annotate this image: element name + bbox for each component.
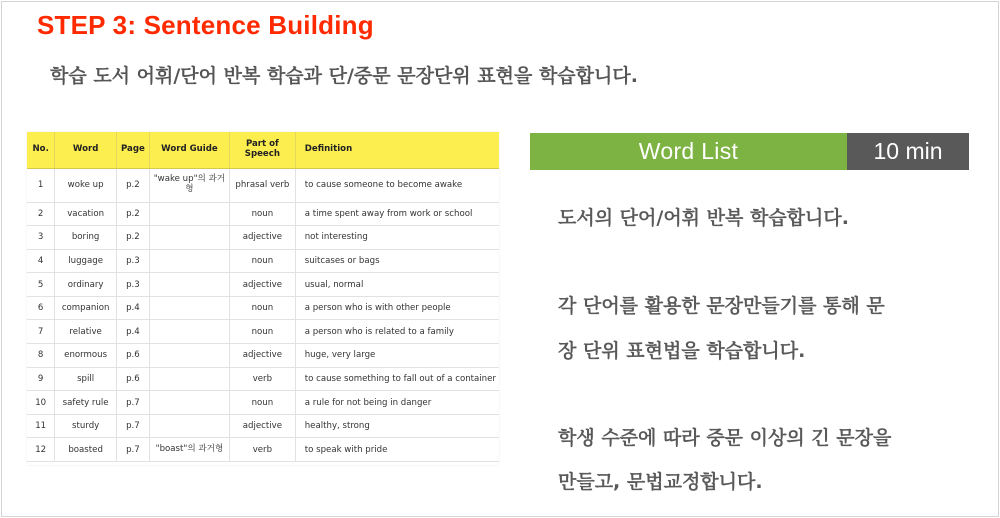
cell-part-of-speech: noun — [230, 249, 296, 273]
cell-definition: a person who is related to a family — [295, 320, 499, 344]
cell-definition: not interesting — [295, 226, 499, 250]
description-line-1: 도서의 단어/어휘 반복 학습합니다. — [558, 207, 849, 229]
table-header-row — [27, 132, 499, 168]
cell-word: boasted — [55, 438, 117, 462]
cell-page: p.2 — [116, 202, 149, 226]
cell-word: woke up — [55, 168, 117, 202]
cell-part-of-speech: verb — [230, 367, 296, 391]
table-row — [27, 296, 499, 320]
word-list-label: Word List — [530, 133, 847, 170]
cell-page: p.3 — [116, 249, 149, 273]
cell-page: p.7 — [116, 391, 149, 415]
cell-no: 9 — [27, 367, 55, 391]
cell-no: 10 — [27, 391, 55, 415]
cell-part-of-speech: adjective — [230, 226, 296, 250]
cell-definition: a time spent away from work or school — [295, 202, 499, 226]
cell-page: p.2 — [116, 168, 149, 202]
cell-definition: a person who is with other people — [295, 296, 499, 320]
cell-page: p.7 — [116, 414, 149, 438]
description-line-4: 학생 수준에 따라 중문 이상의 긴 문장을 — [558, 427, 892, 449]
cell-no: 4 — [27, 249, 55, 273]
cell-part-of-speech: noun — [230, 296, 296, 320]
cell-part-of-speech: adjective — [230, 414, 296, 438]
cell-word: boring — [55, 226, 117, 250]
cell-definition: huge, very large — [295, 344, 499, 368]
cell-word-guide — [149, 414, 229, 438]
cell-part-of-speech: adjective — [230, 344, 296, 368]
cell-definition: to cause something to fall out of a container — [295, 367, 499, 391]
cell-word: companion — [55, 296, 117, 320]
cell-no: 12 — [27, 438, 55, 462]
cell-definition: healthy, strong — [295, 414, 499, 438]
cell-page: p.4 — [116, 320, 149, 344]
cell-word: safety rule — [55, 391, 117, 415]
cell-word: vacation — [55, 202, 117, 226]
cell-word: enormous — [55, 344, 117, 368]
cell-word-guide — [149, 391, 229, 415]
cell-no: 11 — [27, 414, 55, 438]
cell-word-guide — [149, 226, 229, 250]
cell-no: 1 — [27, 168, 55, 202]
cell-part-of-speech: adjective — [230, 273, 296, 297]
col-header-word-guide: Word Guide — [149, 132, 229, 168]
description-line-5: 만들고, 문법교정합니다. — [558, 471, 763, 493]
table-row — [27, 273, 499, 297]
cell-no: 2 — [27, 202, 55, 226]
table-row — [27, 438, 499, 462]
table-row — [27, 202, 499, 226]
cell-part-of-speech: noun — [230, 320, 296, 344]
cell-page: p.6 — [116, 367, 149, 391]
word-list-bar — [530, 133, 969, 170]
cell-no: 8 — [27, 344, 55, 368]
table-row — [27, 320, 499, 344]
cell-word-guide — [149, 273, 229, 297]
cell-page: p.6 — [116, 344, 149, 368]
cell-page: p.2 — [116, 226, 149, 250]
cell-word-guide — [149, 202, 229, 226]
cell-word: relative — [55, 320, 117, 344]
word-table-body — [27, 168, 499, 462]
step-subtitle: 학습 도서 어휘/단어 반복 학습과 단/중문 문장단위 표현을 학습합니다. — [50, 65, 638, 87]
cell-word: ordinary — [55, 273, 117, 297]
cell-word-guide — [149, 320, 229, 344]
col-header-page: Page — [116, 132, 149, 168]
cell-definition: usual, normal — [295, 273, 499, 297]
cell-word-guide — [149, 249, 229, 273]
word-table-image — [27, 132, 499, 465]
cell-part-of-speech: noun — [230, 391, 296, 415]
cell-word-guide — [149, 296, 229, 320]
cell-definition: a rule for not being in danger — [295, 391, 499, 415]
cell-definition: to speak with pride — [295, 438, 499, 462]
cell-word: luggage — [55, 249, 117, 273]
col-header-word: Word — [55, 132, 117, 168]
col-header-part-of-speech: Part of Speech — [230, 132, 296, 168]
cell-page: p.3 — [116, 273, 149, 297]
step-title: STEP 3: Sentence Building — [37, 10, 374, 40]
cell-part-of-speech: phrasal verb — [230, 168, 296, 202]
table-row — [27, 226, 499, 250]
table-row — [27, 414, 499, 438]
table-row — [27, 344, 499, 368]
table-row — [27, 367, 499, 391]
cell-no: 6 — [27, 296, 55, 320]
description-line-3: 장 단위 표현법을 학습합니다. — [558, 340, 806, 362]
description-line-2: 각 단어를 활용한 문장만들기를 통해 문 — [558, 295, 885, 317]
cell-definition: to cause someone to become awake — [295, 168, 499, 202]
cell-word: spill — [55, 367, 117, 391]
table-row — [27, 391, 499, 415]
col-header-definition: Definition — [295, 132, 499, 168]
cell-word: sturdy — [55, 414, 117, 438]
cell-part-of-speech: noun — [230, 202, 296, 226]
cell-word-guide: "wake up"의 과거형 — [149, 168, 229, 202]
cell-word-guide: "boast"의 과거형 — [149, 438, 229, 462]
cell-page: p.4 — [116, 296, 149, 320]
cell-part-of-speech: verb — [230, 438, 296, 462]
cell-definition: suitcases or bags — [295, 249, 499, 273]
word-table — [27, 132, 499, 462]
cell-no: 3 — [27, 226, 55, 250]
cell-no: 5 — [27, 273, 55, 297]
col-header-no: No. — [27, 132, 55, 168]
table-row — [27, 168, 499, 202]
cell-word-guide — [149, 367, 229, 391]
cell-page: p.7 — [116, 438, 149, 462]
cell-word-guide — [149, 344, 229, 368]
cell-no: 7 — [27, 320, 55, 344]
table-row — [27, 249, 499, 273]
word-list-duration: 10 min — [847, 133, 969, 170]
